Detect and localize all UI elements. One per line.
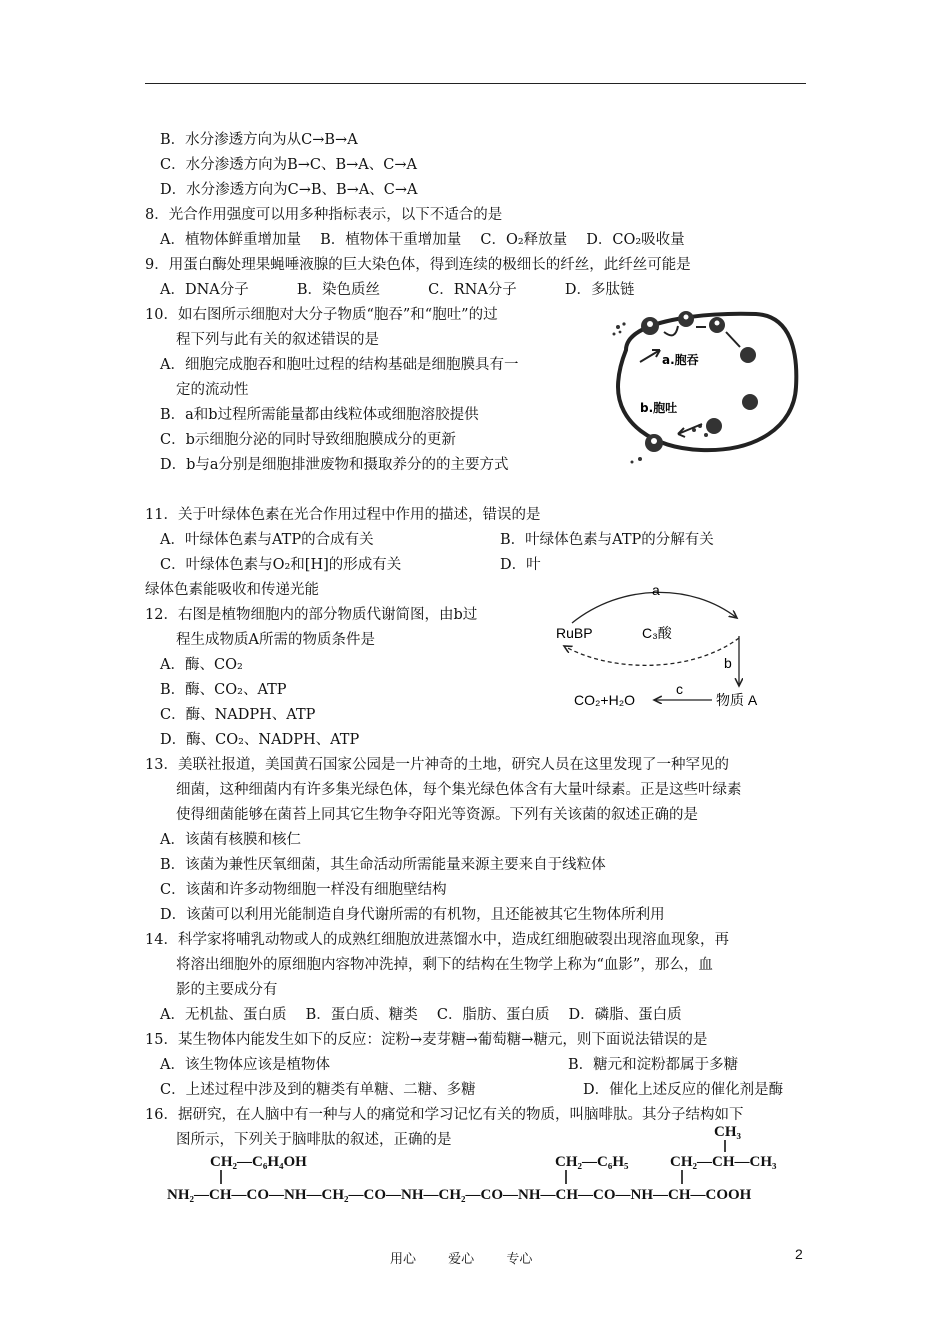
footer-word-1: 用心 [390, 1252, 417, 1267]
text-line: 细菌，这种细菌内有许多集光绿色体，每个集光绿色体含有大量叶绿素。正是这些叶绿素 [176, 782, 742, 798]
metabolism-figure [552, 578, 782, 718]
text-line: D．酶、CO₂、NADPH、ATP [160, 732, 360, 748]
text-line: 绿体色素能吸收和传递光能 [145, 582, 319, 598]
text-line: 使得细菌能够在菌苔上同其它生物争夺阳光等资源。下列有关该菌的叙述正确的是 [176, 807, 698, 823]
cell-label-b: b.胞吐 [640, 401, 678, 415]
text-line: A．酶、CO₂ [160, 657, 243, 673]
label-co2h2o: CO₂+H₂O [574, 692, 636, 708]
text-line: 9．用蛋白酶处理果蝇唾液腺的巨大染色体，得到连续的极细长的纤丝，此纤丝可能是 [145, 257, 691, 273]
text-line: C．该菌和许多动物细胞一样没有细胞壁结构 [160, 882, 447, 898]
text-line: 10．如右图所示细胞对大分子物质“胞吞”和“胞吐”的过 [145, 307, 498, 323]
text-line: B．糖元和淀粉都属于多糖 [568, 1057, 739, 1073]
text-line: D．水分渗透方向为C→B、B→A、C→A [160, 182, 418, 198]
text-line: 13．美联社报道，美国黄石国家公园是一片神奇的土地，研究人员在这里发现了一种罕见的 [145, 757, 729, 773]
side-chain-4: CH₂—C₆H₅ [555, 1154, 629, 1170]
text-line: 程生成物质A所需的物质条件是 [176, 632, 375, 648]
text-line: B．该菌为兼性厌氧细菌，其生命活动所需能量来源主要来自于线粒体 [160, 857, 606, 873]
text-line: B．酶、CO₂、ATP [160, 682, 287, 698]
text-line: C．b示细胞分泌的同时导致细胞膜成分的更新 [160, 432, 456, 448]
text-line: 12．右图是植物细胞内的部分物质代谢简图，由b过 [145, 607, 478, 623]
text-line: 图所示，下列关于脑啡肽的叙述，正确的是 [176, 1132, 452, 1148]
text-line: A．细胞完成胞吞和胞吐过程的结构基础是细胞膜具有一 [160, 357, 519, 373]
label-rubp: RuBP [556, 625, 593, 641]
side-chain-5: CH₂—CH—CH₃ [670, 1154, 777, 1170]
text-line: A．该菌有核膜和核仁 [160, 832, 301, 848]
text-line: D．该菌可以利用光能制造自身代谢所需的有机物，且还能被其它生物体所利用 [160, 907, 665, 923]
text-line: 定的流动性 [176, 382, 249, 398]
footer-word-3: 专心 [506, 1252, 533, 1267]
page-footer [390, 1248, 560, 1267]
text-line: 16．据研究，在人脑中有一种与人的痛觉和学习记忆有关的物质，叫脑啡肽。其分子结构如下 [145, 1107, 744, 1123]
label-c: c [676, 681, 683, 697]
label-c3: C₃酸 [642, 625, 672, 641]
text-line: D．催化上述反应的催化剂是酶 [583, 1082, 784, 1098]
label-substance-a: 物质 A [716, 692, 758, 708]
text-line: B．水分渗透方向为从C→B→A [160, 132, 358, 148]
cell-label-a: a.胞吞 [662, 353, 699, 367]
text-line: 影的主要成分有 [176, 982, 278, 998]
text-line: B．a和b过程所需能量都由线粒体或细胞溶胶提供 [160, 407, 479, 423]
text-line: 8．光合作用强度可以用多种指标表示，以下不适合的是 [145, 207, 503, 223]
cell-figure [606, 302, 806, 472]
header-rule [145, 83, 806, 84]
text-line: C．上述过程中涉及到的糖类有单糖、二糖、多糖 [160, 1082, 476, 1098]
peptide-structure [160, 1118, 800, 1218]
text-line: 15．某生物体内能发生如下的反应：淀粉→麦芽糖→葡萄糖→糖元，则下面说法错误的是 [145, 1032, 708, 1048]
text-line: D．b与a分别是细胞排泄废物和摄取养分的的主要方式 [160, 457, 509, 473]
text-line: B．叶绿体色素与ATP的分解有关 [500, 532, 714, 548]
text-line: D．叶 [500, 557, 541, 573]
side-chain-1: CH₂—C₆H₄OH [210, 1154, 307, 1170]
text-line: A．该生物体应该是植物体 [160, 1057, 330, 1073]
text-line: A．DNA分子 B．染色质丝 C．RNA分子 D．多肽链 [160, 282, 635, 298]
text-line: C．叶绿体色素与O₂和[H]的形成有关 [160, 557, 402, 573]
text-line: 11．关于叶绿体色素在光合作用过程中作用的描述，错误的是 [145, 507, 541, 523]
text-line: A．植物体鲜重增加量 B．植物体干重增加量 C．O₂释放量 D．CO₂吸收量 [160, 232, 685, 248]
label-b: b [724, 655, 732, 671]
label-a: a [652, 582, 660, 598]
text-line: C．酶、NADPH、ATP [160, 707, 316, 723]
peptide-backbone: NH₂—CH—CO—NH—CH₂—CO—NH—CH₂—CO—NH—CH—CO—NH—CH—COOH [167, 1187, 752, 1203]
side-chain-ch3: CH₃ [714, 1124, 741, 1140]
text-line: C．水分渗透方向为B→C、B→A、C→A [160, 157, 417, 173]
text-line: A．无机盐、蛋白质 B．蛋白质、糖类 C．脂肪、蛋白质 D．磷脂、蛋白质 [160, 1007, 682, 1023]
page-number: 2 [795, 1246, 803, 1262]
text-line: 将溶出细胞外的原细胞内容物冲洗掉，剩下的结构在生物学上称为“血影”，那么，血 [176, 957, 713, 973]
text-line: A．叶绿体色素与ATP的合成有关 [160, 532, 374, 548]
text-line: 14．科学家将哺乳动物或人的成熟红细胞放进蒸馏水中，造成红细胞破裂出现溶血现象，再 [145, 932, 729, 948]
footer-word-2: 爱心 [448, 1252, 475, 1267]
text-line: 程下列与此有关的叙述错误的是 [176, 332, 379, 348]
